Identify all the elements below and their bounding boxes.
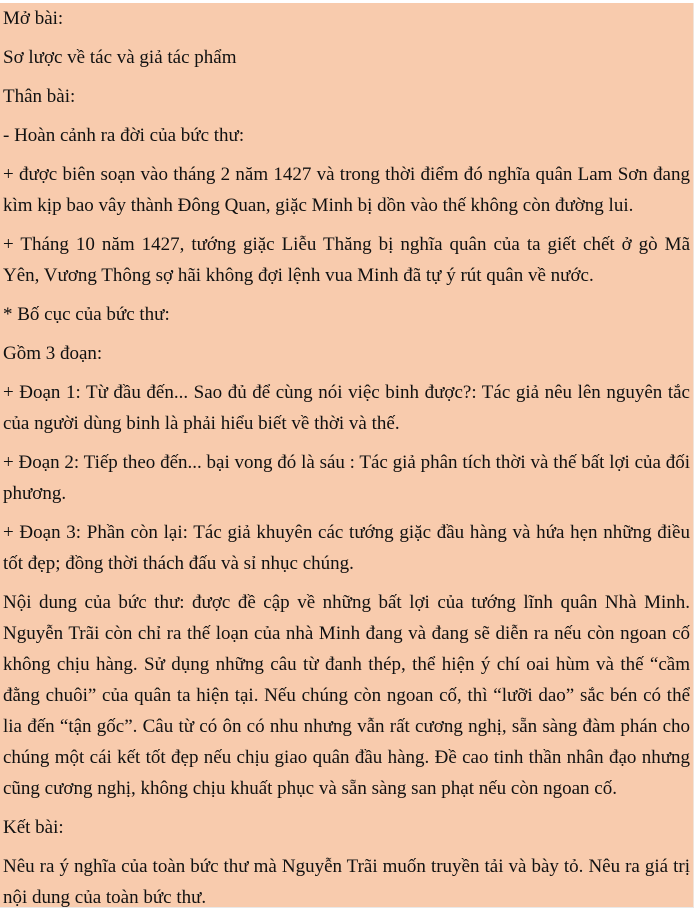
hoan-canh-point-2: + Tháng 10 năm 1427, tướng giặc Liễu Thăng bị nghĩa quân của ta giết chết ở gò Mã Yên, Vương Thông sợ hãi không đợi lệnh vua Minh đã tự ý rút quân về nước. xyxy=(3,234,690,286)
hoan-canh-point-1: + được biên soạn vào tháng 2 năm 1427 và trong thời điểm đó nghĩa quân Lam Sơn đang kìm kịp bao vây thành Đông Quan, giặc Minh bị dồn vào thế không còn đường lui. xyxy=(3,164,690,216)
doan-3: + Đoạn 3: Phần còn lại: Tác giả khuyên các tướng giặc đầu hàng và hứa hẹn những điều tốt đẹp; đồng thời thách đấu và sỉ nhục chúng. xyxy=(3,522,690,574)
noi-dung-paragraph: Nội dung của bức thư: được đề cập về những bất lợi của tướng lĩnh quân Nhà Minh. Nguyễn Trãi còn chỉ ra thế loạn của nhà Minh đang và đang sẽ diễn ra nếu còn ngoan cố không chịu hàng. Sử dụng những câu từ đanh thép, thể hiện ý chí oai hùm và thế “cầm đằng chuôi” của quân ta hiện tại. Nếu chúng còn ngoan cố, thì “lưỡi dao” sắc bén có thể lia đến “tận gốc”. Câu từ có ôn có nhu nhưng vẫn rất cương nghị, sẵn sàng đàm phán cho chúng một cái kết tốt đẹp nếu chịu giao quân đầu hàng. Đề cao tinh thần nhân đạo nhưng cũng cương nghị, không chịu khuất phục và sẵn sàng san phạt nếu còn ngoan cố. xyxy=(3,592,690,799)
ket-bai-text: Nêu ra ý nghĩa của toàn bức thư mà Nguyễn Trãi muốn truyền tải và bày tỏ. Nêu ra giá trị nội dung của toàn bức thư. xyxy=(3,856,690,908)
heading-ket-bai: Kết bài: xyxy=(3,817,64,838)
section-hoan-canh: - Hoàn cảnh ra đời của bức thư: xyxy=(3,125,245,146)
section-bo-cuc: * Bố cục của bức thư: xyxy=(3,304,170,325)
heading-mo-bai: Mở bài: xyxy=(3,8,64,29)
doan-2: + Đoạn 2: Tiếp theo đến... bại vong đó là sáu : Tác giả phân tích thời và thế bất lợi của đối phương. xyxy=(3,452,690,504)
doan-1: + Đoạn 1: Từ đầu đến... Sao đủ để cùng nói việc binh được?: Tác giả nêu lên nguyên tắc của người dùng binh là phải hiểu biết về thời và thế. xyxy=(3,382,690,434)
document-page xyxy=(0,3,694,908)
mo-bai-text: Sơ lược về tác và giả tác phẩm xyxy=(3,47,237,68)
bo-cuc-intro: Gồm 3 đoạn: xyxy=(3,343,103,364)
heading-than-bai: Thân bài: xyxy=(3,86,76,107)
